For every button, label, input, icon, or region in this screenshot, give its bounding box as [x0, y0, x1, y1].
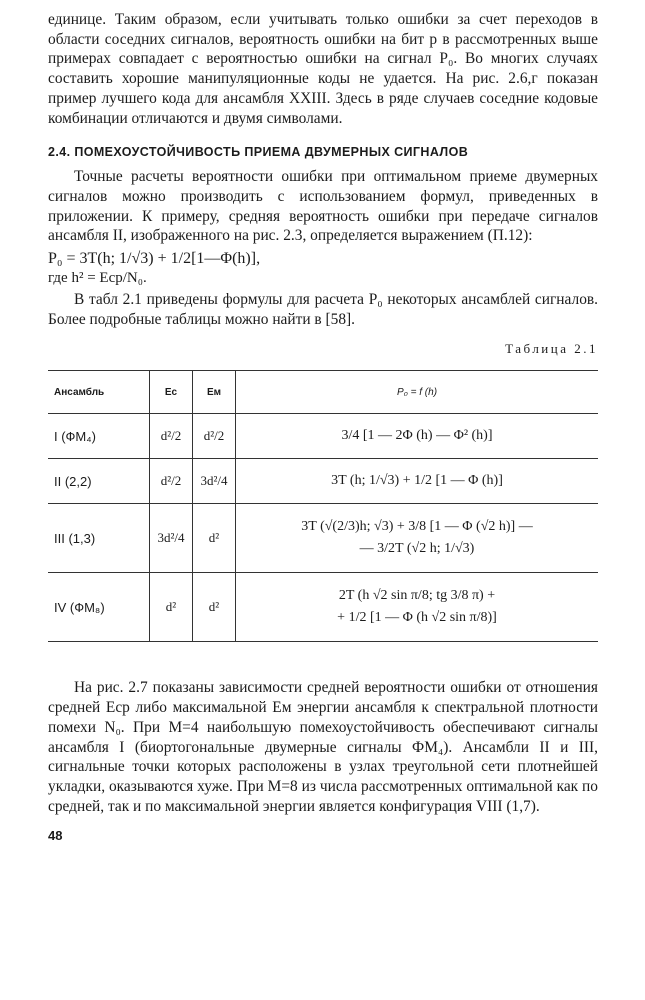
paragraph-top: единице. Таким образом, если учитывать только ошибки за счет переходов в области соседних сигналов, вероятность ошибки на бит p в рассмотренных выше примерах совпадает с вероятностью ошибки на сигнал P₀. Во многих случаях составить хорошие манипуляционные коды не удается. На рис. 2.6,г показан пример лучшего кода для ансамбля XXIII. Здесь в ряде случаев соседние кодовые комбинации отличаются и двумя символами. — [48, 11, 598, 127]
formula-main: P₀ = 3T(h; 1/√3) + 1/2[1—Φ(h)], — [48, 250, 261, 268]
row-formula — [236, 414, 599, 459]
row-em: 3d²/4 — [193, 459, 236, 504]
row-ec: d² — [150, 573, 193, 642]
header-ec: Eс — [150, 371, 193, 414]
page-number: 48 — [48, 828, 63, 844]
row-em: d²/2 — [193, 414, 236, 459]
paragraph-table-ref: В табл 2.1 приведены формулы для расчета P₀ некоторых ансамблей сигналов. Более подробные таблицы можно найти в [58]. — [48, 291, 598, 328]
row-formula — [236, 459, 599, 504]
row-formula — [236, 573, 599, 642]
row-em: d² — [193, 573, 236, 642]
row-formula-line1: 3T (√(2/3)h; √3) + 3/8 [1 — Φ (√2 h)] — — [301, 519, 533, 535]
section-title: 2.4. ПОМЕХОУСТОЙЧИВОСТЬ ПРИЕМА ДВУМЕРНЫХ СИГНАЛОВ — [48, 145, 469, 160]
row-formula — [236, 504, 599, 573]
formula-where: где h² = Eср/N₀. — [48, 270, 147, 287]
header-em: Eм — [193, 371, 236, 414]
row-formula-line1: 3/4 [1 — 2Φ (h) — Φ² (h)] — [341, 428, 493, 444]
header-formula: P₀ = f (h) — [236, 371, 599, 414]
table-caption: Таблица 2.1 — [505, 341, 598, 357]
table-row — [48, 414, 598, 459]
row-name: II (2,2) — [48, 459, 150, 504]
row-formula-line1: 2T (h √2 sin π/8; tg 3/8 π) + — [338, 588, 496, 604]
row-em: d² — [193, 504, 236, 573]
formula-table — [48, 370, 598, 642]
table-row — [48, 504, 598, 573]
row-name: IV (ФМ₈) — [48, 573, 150, 642]
row-ec: 3d²/4 — [150, 504, 193, 573]
row-name: I (ФМ₄) — [48, 414, 150, 459]
table-header-row — [48, 371, 598, 414]
row-formula-line1: 3T (h; 1/√3) + 1/2 [1 — Φ (h)] — [331, 473, 503, 489]
row-name: III (1,3) — [48, 504, 150, 573]
row-formula-line2: + 1/2 [1 — Φ (h √2 sin π/8)] — [337, 610, 497, 626]
paragraph-intro: Точные расчеты вероятности ошибки при оптимальном приеме двумерных сигналов можно производить с использованием формул, приведенных в приложении. К примеру, средняя вероятность ошибки при передаче сигналов ансамбля II, изображенного на рис. 2.3, определяется выражением (П.12): — [48, 168, 598, 245]
table-row — [48, 459, 598, 504]
row-ec: d²/2 — [150, 459, 193, 504]
row-formula-line2: — 3/2T (√2 h; 1/√3) — [359, 541, 475, 557]
header-ensemble: Ансамбль — [48, 371, 150, 414]
table-row — [48, 573, 598, 642]
paragraph-results: На рис. 2.7 показаны зависимости средней вероятности ошибки от отношения средней Eср либо максимальной Eм энергии ансамбля к спектральной плотности помехи N₀. При M=4 наибольшую помехоустойчивость обеспечивают сигналы ансамбля I (биортогональные двумерные сигналы ФМ₄). Ансамбли II и III, сигнальные точки которых расположены в узлах треугольной сети плотнейшей укладки, оказываются хуже. При M=8 из числа рассмотренных оптимальной как по средней, так и по максимальной энергии является конфигурация VIII (1,7). — [48, 679, 598, 815]
document-page — [48, 10, 598, 843]
row-ec: d²/2 — [150, 414, 193, 459]
